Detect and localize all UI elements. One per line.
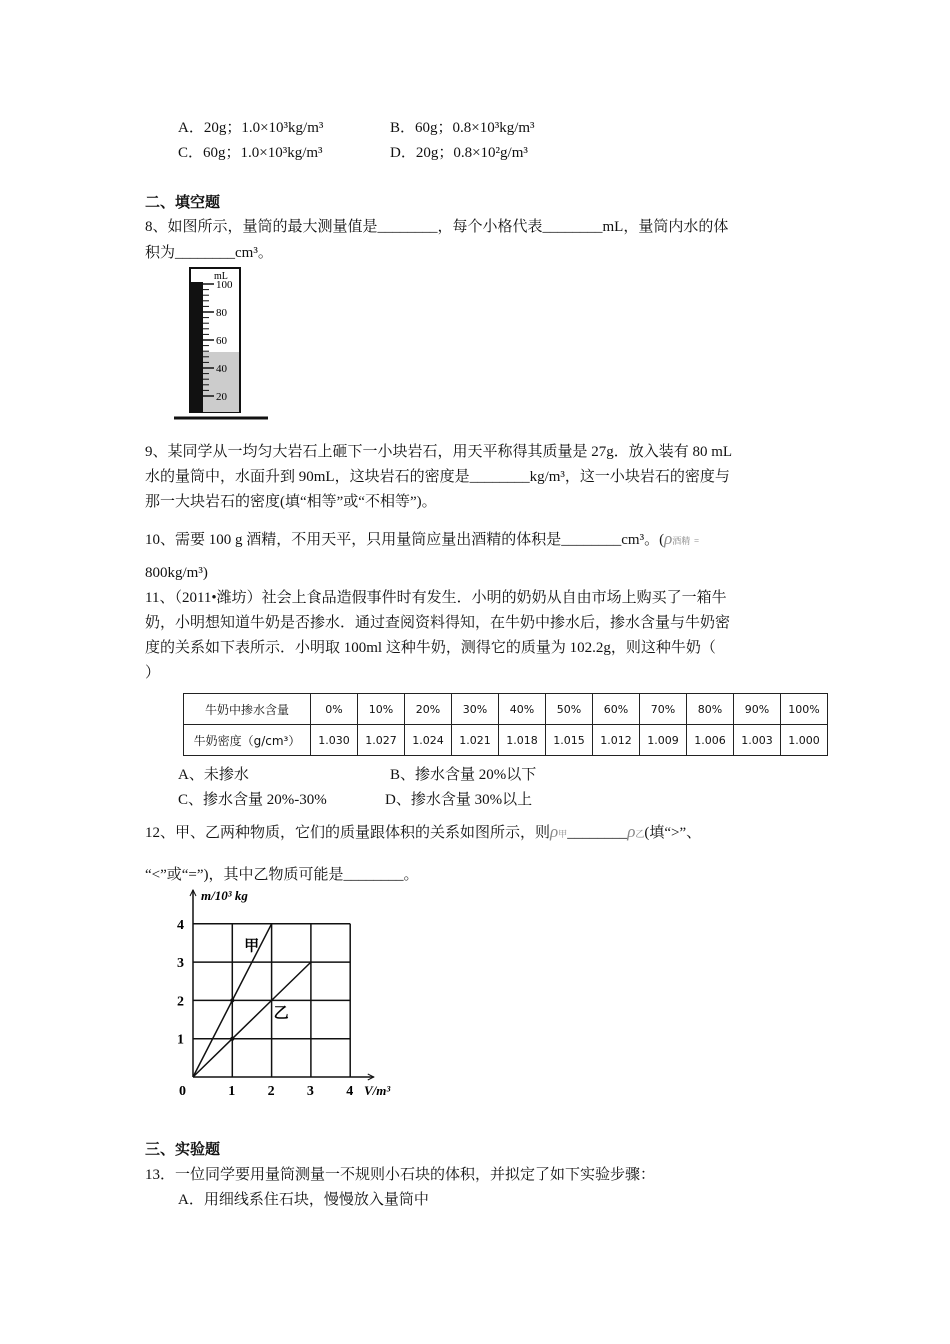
q9-line3: 那一大块岩石的密度(填“相等”或“不相等”)。 <box>145 494 437 510</box>
q11-line4: ） <box>145 665 161 681</box>
series-label-jia: 甲 <box>244 938 260 955</box>
table-cell-water-content: 40% <box>499 694 546 725</box>
equals-sign: = <box>694 536 700 546</box>
data-point <box>230 998 234 1002</box>
q11-option-b: B、掺水含量 20%以下 <box>390 767 537 783</box>
table-cell-density: 1.006 <box>687 725 734 756</box>
table-cell-water-content: 80% <box>687 694 734 725</box>
milk-density-table <box>183 693 828 756</box>
q11-option-c: C、掺水含量 20%-30% <box>178 792 327 808</box>
series-label-yi: 乙 <box>273 1005 289 1022</box>
q10-line1 <box>145 529 699 551</box>
table-cell-density: 1.030 <box>311 725 358 756</box>
y-tick-label: 1 <box>177 1032 184 1048</box>
q10-line2: 800kg/m³) <box>145 565 208 581</box>
q7-option-c: C．60g；1.0×10³kg/m³ <box>178 145 323 161</box>
rho-symbol: ρ <box>627 822 636 841</box>
mass-volume-chart <box>170 880 410 1100</box>
data-point <box>230 1037 234 1041</box>
table-cell-water-content: 100% <box>781 694 828 725</box>
q13-step-a: A．用细线系住石块，慢慢放入量筒中 <box>178 1192 429 1208</box>
table-cell-water-content: 0% <box>311 694 358 725</box>
table-cell-water-content: 20% <box>405 694 452 725</box>
table-cell-density: 1.015 <box>546 725 593 756</box>
cylinder-tick-label: 100 <box>216 279 233 291</box>
section-heading-experiment: 三、实验题 <box>145 1142 221 1158</box>
q7-option-b: B．60g；0.8×10³kg/m³ <box>390 120 535 136</box>
q12-line2: “<”或“=”)，其中乙物质可能是________。 <box>145 867 419 883</box>
table-cell-water-content: 30% <box>452 694 499 725</box>
x-tick-label: 2 <box>267 1084 275 1099</box>
q12-text: 12、甲、乙两种物质，它们的质量跟体积的关系如图所示，则 <box>145 825 551 841</box>
graduated-cylinder-figure <box>172 262 272 422</box>
cylinder-tick-label: 40 <box>216 363 227 375</box>
q9-line2: 水的量筒中，水面升到 90mL，这块岩石的密度是________kg/m³，这一小块岩石的密度与 <box>145 469 730 485</box>
q10-text: 10、需要 100 g 酒精，不用天平，只用量筒应量出酒精的体积是________cm³。( <box>145 532 665 548</box>
cylinder-tick-label: 80 <box>216 307 227 319</box>
table-cell-water-content: 50% <box>546 694 593 725</box>
table-cell-density: 1.012 <box>593 725 640 756</box>
q11-option-d: D、掺水含量 30%以上 <box>385 792 533 808</box>
table-cell-water-content: 90% <box>734 694 781 725</box>
q12-blank: ________ <box>567 825 628 841</box>
y-tick-label: 4 <box>177 917 184 933</box>
q11-line3: 度的关系如下表所示．小明取 100ml 这种牛奶，测得它的质量为 102.2g，则这种牛奶（ <box>145 640 716 656</box>
q9-line1: 9、某同学从一均匀大岩石上砸下一小块岩石，用天平称得其质量是 27g．放入装有 80 mL <box>145 444 733 460</box>
q8-line1: 8、如图所示，量筒的最大测量值是________，每个小格代表________mL，量筒内水的体 <box>145 219 729 235</box>
cylinder-tick-label: 20 <box>216 391 227 403</box>
x-axis-label: V/m³ <box>363 1083 391 1098</box>
table-cell-water-content: 10% <box>358 694 405 725</box>
q11-line2: 奶，小明想知道牛奶是否掺水．通过查阅资料得知，在牛奶中掺水后，掺水含量与牛奶密 <box>145 615 731 631</box>
table-cell-density: 1.027 <box>358 725 405 756</box>
table-cell-density: 1.018 <box>499 725 546 756</box>
x-tick-label: 0 <box>179 1084 186 1099</box>
q11-option-a: A、未掺水 <box>178 767 249 783</box>
q8-line2: 积为________cm³。 <box>145 245 273 261</box>
rho-subscript-a: 甲 <box>558 829 568 839</box>
q7-option-d: D．20g；0.8×10²g/m³ <box>390 145 528 161</box>
q11-line1: 11、（2011•潍坊）社会上食品造假事件时有发生．小明的奶奶从自由市场上购买了一箱牛 <box>145 590 727 606</box>
table-cell-water-content: 70% <box>640 694 687 725</box>
x-tick-label: 1 <box>228 1084 236 1099</box>
section-heading-fill-in: 二、填空题 <box>145 195 221 211</box>
table-cell-density: 1.021 <box>452 725 499 756</box>
table-cell-water-content: 60% <box>593 694 640 725</box>
table-cell-density: 1.009 <box>640 725 687 756</box>
y-tick-label: 3 <box>177 956 184 972</box>
rho-symbol: ρ <box>550 822 559 841</box>
cylinder-tick-label: 60 <box>216 335 227 347</box>
rho-subscript: 酒精 <box>672 536 691 546</box>
x-tick-label: 3 <box>306 1084 314 1099</box>
series-line-yi <box>193 962 311 1077</box>
x-tick-label: 4 <box>346 1084 354 1099</box>
table-header-density: 牛奶密度（g/cm³） <box>184 725 311 756</box>
q12-text-b: (填“>”、 <box>644 825 702 841</box>
q12-line1 <box>145 822 701 844</box>
rho-subscript-b: 乙 <box>635 829 645 839</box>
y-tick-label: 2 <box>177 994 184 1010</box>
q7-option-a: A．20g；1.0×10³kg/m³ <box>178 120 324 136</box>
rho-symbol: ρ <box>664 529 673 548</box>
table-cell-density: 1.024 <box>405 725 452 756</box>
cylinder-unit: mL <box>214 271 228 282</box>
y-axis-label: m/10³ kg <box>201 888 248 903</box>
table-header-water-content: 牛奶中掺水含量 <box>184 694 311 725</box>
table-cell-density: 1.003 <box>734 725 781 756</box>
q13-line1: 13．一位同学要用量筒测量一不规则小石块的体积，并拟定了如下实验步骤： <box>145 1167 656 1183</box>
table-cell-density: 1.000 <box>781 725 828 756</box>
